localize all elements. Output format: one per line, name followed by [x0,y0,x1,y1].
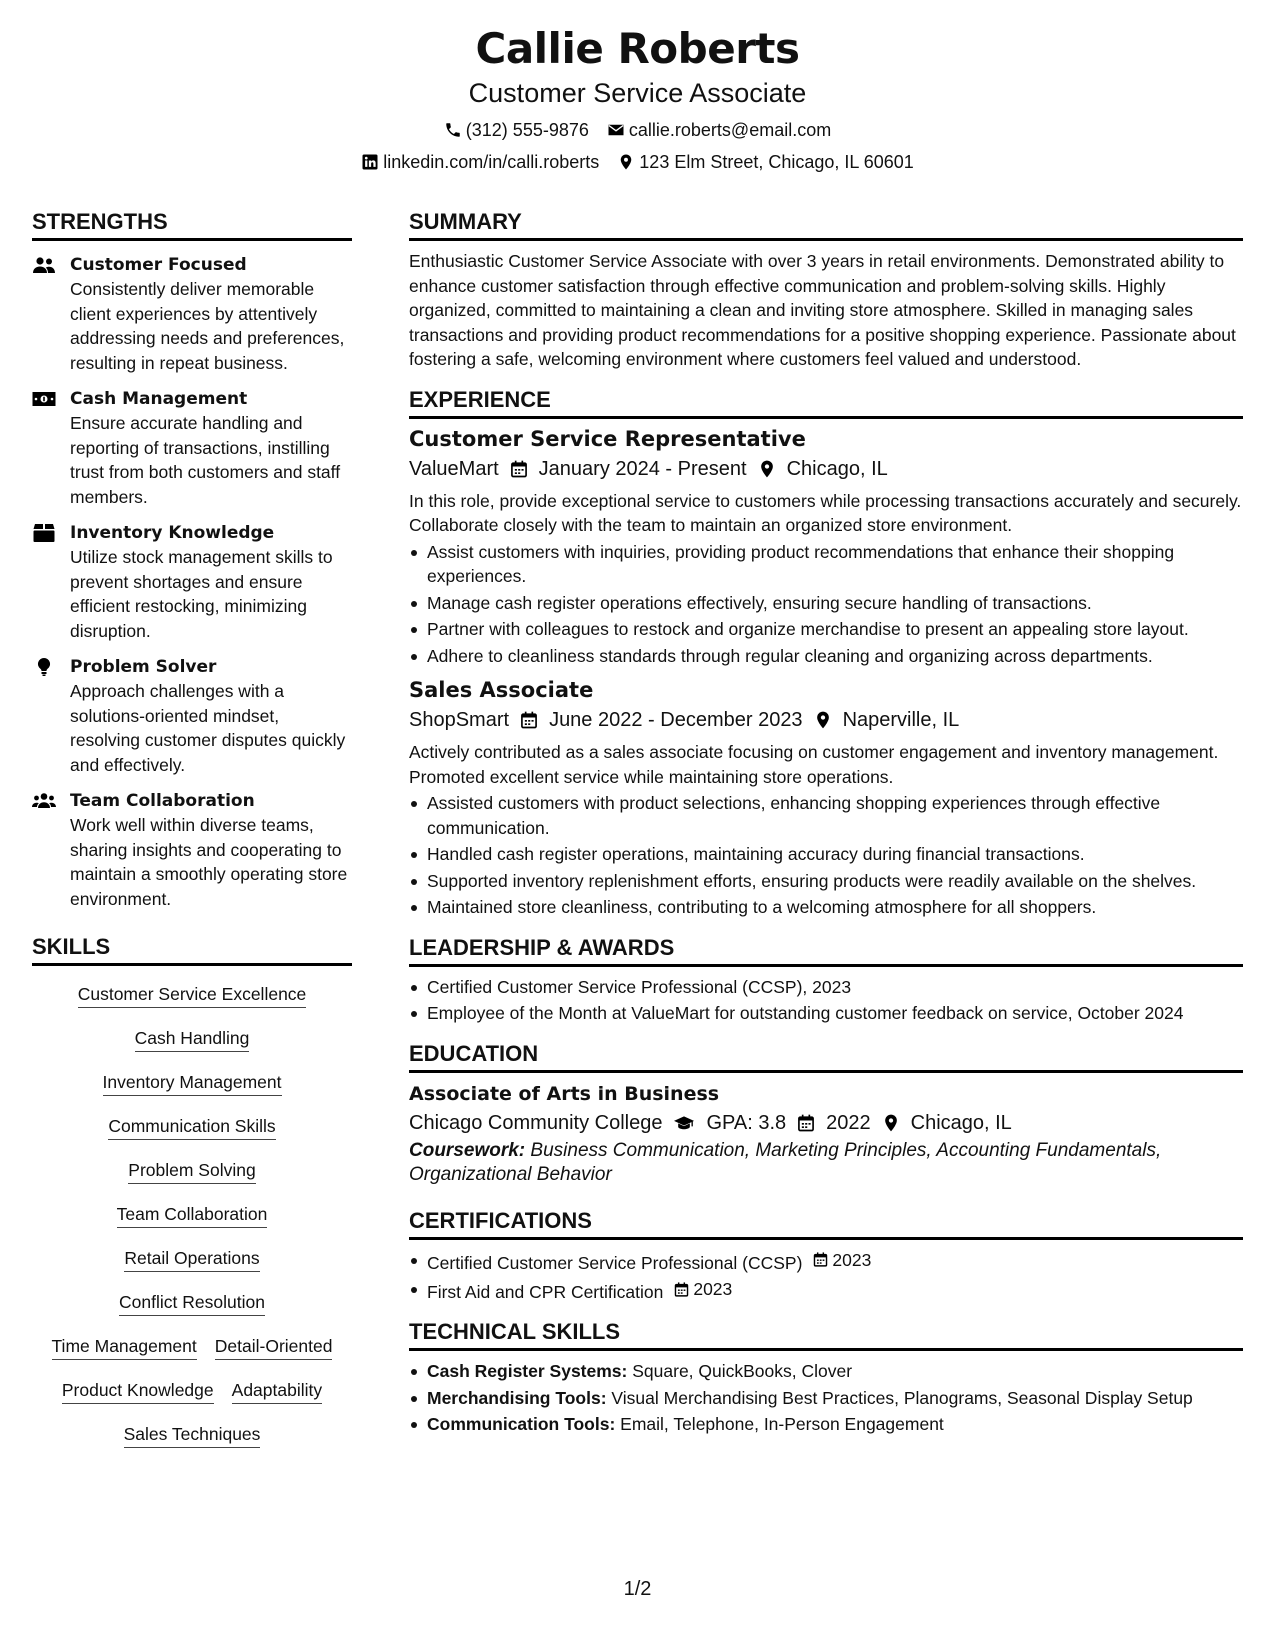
list-item: Assist customers with inquiries, providing product recommendations that enhance their shopping experiences. [409,540,1243,589]
right-column [409,208,1243,1439]
strengths-heading: STRENGTHS [32,208,352,241]
list-item: Supported inventory replenishment efforts, ensuring products were readily available on the shelves. [409,869,1243,894]
summary-text: Enthusiastic Customer Service Associate with over 3 years in retail environments. Demonstrated ability to enhance customer satisfaction through effective communication and problem-solving skills. Highly organized, committed to maintaining a clean and inviting store atmosphere. Skilled in managing sales transactions and providing product recommendations for a positive shopping experience. Passionate about fostering a safe, welcoming environment where customers feel valued and understood. [409,251,1236,369]
map-pin-icon [757,459,777,479]
list-item [409,1412,1243,1437]
calendar-icon [812,1251,829,1268]
certifications-heading: CERTIFICATIONS [409,1207,1243,1240]
strength-desc: Work well within diverse teams, sharing insights and cooperating to maintain a smoothly operating store environment. [70,815,348,909]
job-title: Sales Associate [409,678,594,702]
experience-heading: EXPERIENCE [409,386,1243,419]
strength-desc: Consistently deliver memorable client experiences by attentively addressing needs and preferences, resulting in repeat business. [70,279,345,373]
contact-email[interactable] [607,118,831,142]
technical-skills-list [409,1359,1243,1437]
strength-item [32,387,352,509]
cert-name: Certified Customer Service Professional (CCSP) [427,1252,803,1273]
calendar-icon [519,710,539,730]
skills-list [32,982,352,1466]
coursework-list: Business Communication, Marketing Principles, Accounting Fundamentals, Organizational Behavior [409,1139,1162,1185]
job-bullets [409,540,1243,669]
cert-date [673,1277,732,1302]
coursework [409,1139,1243,1187]
contact-row-1 [0,118,1275,142]
map-pin-icon [881,1113,901,1133]
cert-year: 2023 [832,1249,872,1270]
strengths-list [32,253,352,911]
school-name: Chicago Community College [409,1111,663,1134]
email-text[interactable]: callie.roberts@email.com [628,120,832,140]
leadership-list [409,975,1243,1026]
skills-heading: SKILLS [32,933,352,966]
school-location: Chicago, IL [910,1111,1012,1134]
list-item: Assisted customers with product selections, enhancing shopping experiences through effective communication. [409,791,1243,840]
money-bill-icon [32,387,56,509]
education-heading: EDUCATION [409,1040,1243,1073]
graduation-cap-icon [672,1113,696,1133]
technical-skills-heading: TECHNICAL SKILLS [409,1318,1243,1351]
leadership-heading: LEADERSHIP & AWARDS [409,934,1243,967]
strength-item [32,253,352,375]
calendar-icon [509,459,529,479]
envelope-icon [607,121,625,139]
education-meta [409,1109,1243,1137]
degree-title: Associate of Arts in Business [409,1082,720,1105]
strength-item [32,655,352,777]
graduation-year: 2022 [826,1111,871,1134]
resume-header [0,22,1275,174]
tech-label: Merchandising Tools: [427,1387,607,1408]
calendar-icon [673,1281,690,1298]
certifications-list [409,1248,1243,1305]
tech-value: Visual Merchandising Best Practices, Planograms, Seasonal Display Setup [611,1387,1193,1408]
tech-label: Communication Tools: [427,1414,616,1434]
map-pin-icon [813,710,833,730]
strength-item [32,521,352,643]
job-entry [409,425,1243,669]
cert-year: 2023 [693,1278,733,1299]
list-item: Manage cash register operations effectively, ensuring secure handling of transactions. [409,591,1243,616]
list-item: Adhere to cleanliness standards through regular cleaning and organizing across departments. [409,644,1243,669]
coursework-label: Coursework: [409,1139,526,1161]
job-title: Customer Service Representative [409,426,806,451]
list-item [409,1359,1243,1384]
summary-heading: SUMMARY [409,208,1243,241]
strength-item [32,789,352,911]
job-bullets [409,791,1243,920]
candidate-title: Customer Service Associate [468,78,807,108]
list-item [409,1277,1243,1304]
skill-tag: Conflict Resolution [119,1290,265,1316]
job-desc: Actively contributed as a sales associate focusing on customer engagement and inventory management. Promoted excellent service while maintaining store operations. [409,742,1219,787]
job-desc: In this role, provide exceptional service to customers while processing transactions accurately and securely. Collaborate closely with the team to maintain an organized store environment. [409,490,1242,535]
list-item: Certified Customer Service Professional (CCSP), 2023 [409,975,1243,1000]
job-dates: January 2024 - Present [538,457,747,480]
linkedin-icon [361,153,379,171]
skill-tag: Inventory Management [103,1070,282,1096]
tech-label: Cash Register Systems: [427,1361,628,1381]
box-icon [32,521,56,643]
job-dates: June 2022 - December 2023 [549,709,803,731]
address-text: 123 Elm Street, Chicago, IL 60601 [639,152,914,172]
strength-title: Cash Management [70,389,248,409]
candidate-name: Callie Roberts [475,24,800,73]
phone-icon [444,121,462,139]
job-location: Naperville, IL [842,709,960,731]
strength-desc: Ensure accurate handling and reporting of transactions, instilling trust from both customers and staff members. [70,413,341,507]
list-item: Handled cash register operations, maintaining accuracy during financial transactions. [409,842,1243,867]
list-item: Employee of the Month at ValueMart for outstanding customer feedback on service, October 2024 [409,1001,1243,1026]
tech-value: Square, QuickBooks, Clover [632,1361,853,1381]
contact-address [617,150,914,174]
gpa: GPA: 3.8 [706,1111,787,1134]
skill-tag: Problem Solving [128,1158,255,1184]
strength-title: Team Collaboration [70,791,255,811]
skill-tag: Sales Techniques [124,1422,261,1448]
job-company: ValueMart [409,457,499,480]
skill-tag: Cash Handling [135,1026,250,1052]
contact-row-2 [0,150,1275,174]
education-entry [409,1081,1243,1187]
list-item [409,1248,1243,1275]
skill-tag: Adaptability [232,1378,322,1404]
cert-name: First Aid and CPR Certification [427,1281,664,1302]
left-column [32,208,352,1466]
job-meta [409,455,1243,483]
contact-phone [444,118,589,142]
strength-title: Customer Focused [70,255,247,275]
page-number: 1/2 [623,1578,652,1600]
skill-tag: Retail Operations [124,1246,259,1272]
cert-date [812,1248,871,1273]
linkedin-text[interactable]: linkedin.com/in/calli.roberts [383,152,600,172]
skill-tag: Customer Service Excellence [78,982,307,1008]
phone-text: (312) 555-9876 [465,120,589,140]
tech-value: Email, Telephone, In-Person Engagement [620,1414,944,1434]
list-item: Partner with colleagues to restock and organize merchandise to present an appealing store layout. [409,617,1243,642]
skill-tag: Time Management [52,1334,197,1360]
strength-title: Problem Solver [70,657,217,677]
job-company: ShopSmart [409,709,510,731]
users-icon [32,253,56,375]
map-pin-icon [617,153,635,171]
list-item: Maintained store cleanliness, contributing to a welcoming atmosphere for all shoppers. [409,895,1243,920]
calendar-icon [796,1113,816,1133]
team-icon [32,789,56,911]
list-item [409,1386,1243,1411]
lightbulb-icon [32,655,56,777]
job-entry [409,676,1243,920]
skill-tag: Team Collaboration [117,1202,268,1228]
job-location: Chicago, IL [786,457,888,480]
strength-desc: Approach challenges with a solutions-oriented mindset, resolving customer disputes quickly and effectively. [70,681,346,775]
strength-desc: Utilize stock management skills to prevent shortages and ensure efficient restocking, minimizing disruption. [70,547,333,641]
strength-title: Inventory Knowledge [70,523,275,543]
contact-linkedin[interactable] [361,150,599,174]
skill-tag: Product Knowledge [62,1378,214,1404]
job-meta [409,706,1243,734]
skill-tag: Detail-Oriented [215,1334,333,1360]
skill-tag: Communication Skills [108,1114,275,1140]
